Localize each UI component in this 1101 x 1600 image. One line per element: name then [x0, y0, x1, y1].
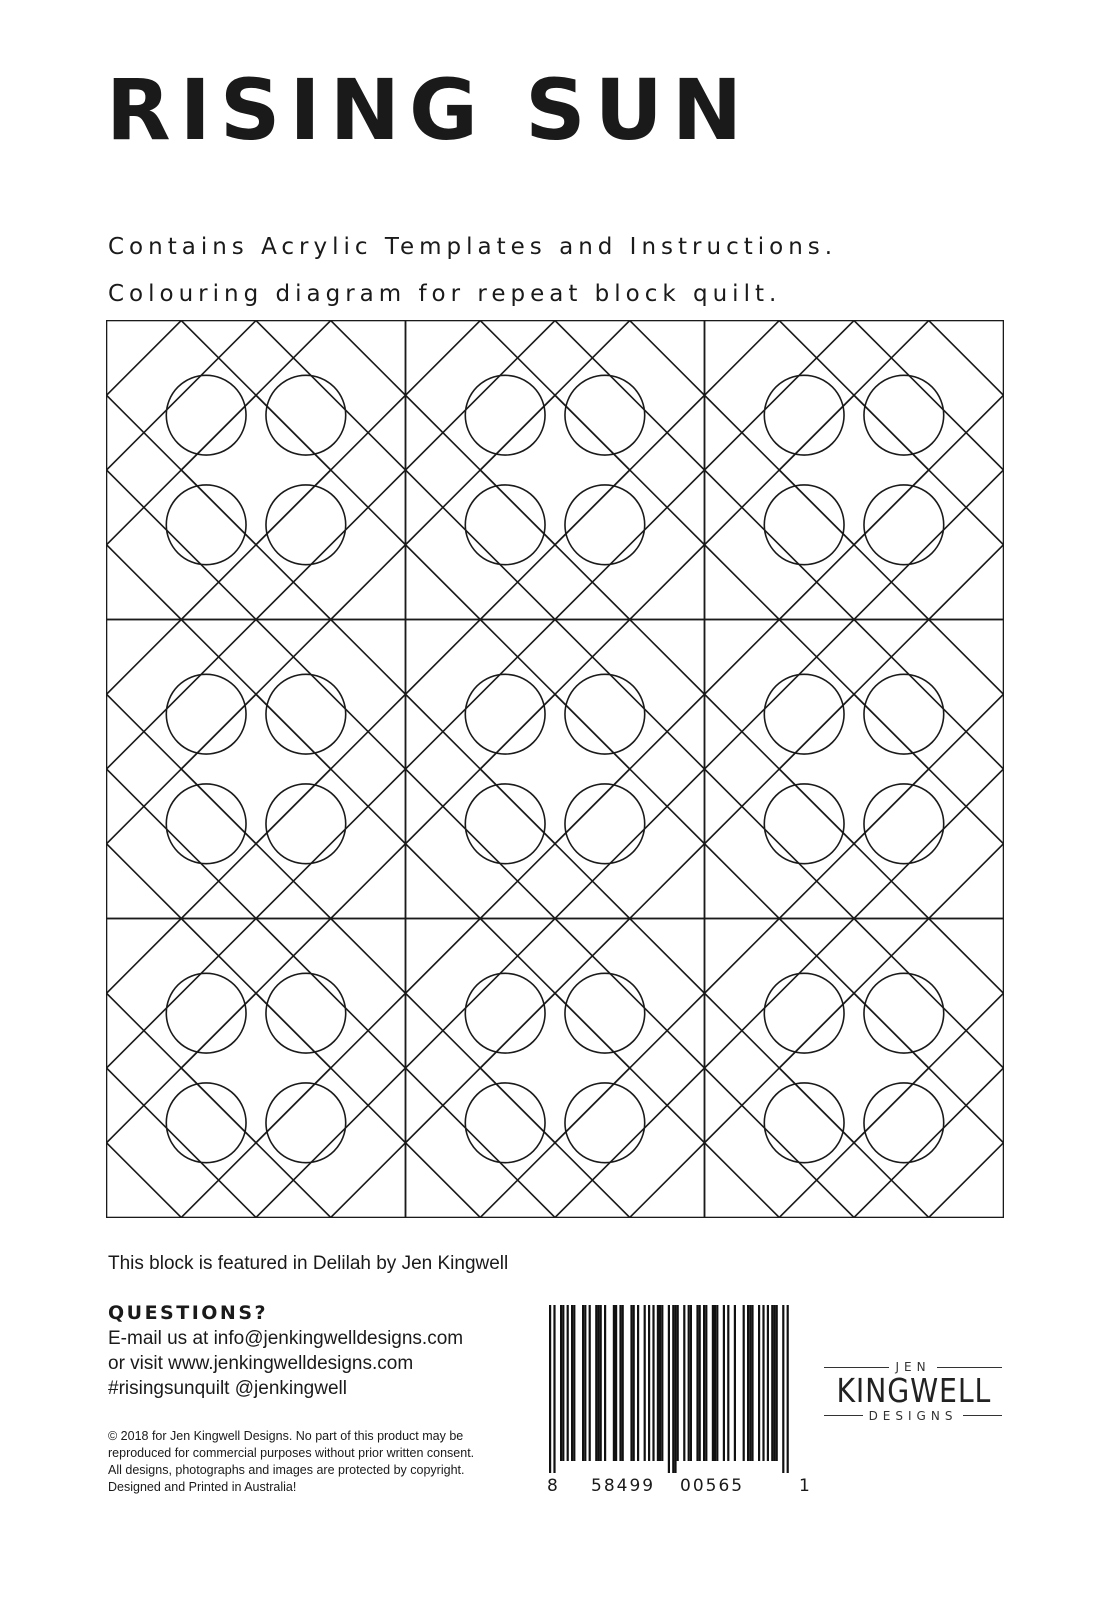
block-lattice-line: [331, 1143, 406, 1218]
barcode-bar: [584, 1305, 586, 1461]
block-sun-circle: [565, 784, 645, 864]
block-lattice-line: [107, 545, 182, 620]
barcode-bar: [661, 1305, 663, 1461]
block-lattice-line: [779, 321, 1003, 545]
block-sun-circle: [266, 485, 346, 565]
barcode-bar: [696, 1305, 698, 1461]
subtitle-contents: Contains Acrylic Templates and Instructions.: [108, 234, 838, 260]
block-sun-circle: [565, 485, 645, 565]
block-sun-circle: [166, 674, 246, 754]
barcode-bar: [723, 1305, 725, 1461]
block-inner-diamond: [181, 395, 331, 545]
barcode-bar: [749, 1305, 751, 1461]
block-lattice-line: [406, 620, 630, 844]
block-lattice-line: [929, 1143, 1004, 1218]
block-lattice-line: [406, 919, 481, 994]
logo-wordmark: KINGWELL: [836, 1371, 992, 1410]
block-lattice-line: [107, 321, 331, 545]
barcode-bar: [573, 1305, 575, 1461]
block-lattice-line: [480, 993, 704, 1217]
quilt-block: [107, 620, 406, 919]
barcode-bar: [567, 1305, 569, 1461]
barcode-bar: [677, 1305, 679, 1461]
block-sun-circle: [864, 973, 944, 1053]
block-outer-diamond: [705, 919, 1004, 1218]
block-sun-circle: [266, 674, 346, 754]
block-lattice-line: [630, 620, 705, 695]
logo-bottom-text: DESIGNS: [868, 1408, 958, 1423]
barcode-bar: [727, 1305, 729, 1461]
block-lattice-line: [107, 993, 331, 1217]
block-sun-circle: [465, 674, 545, 754]
block-lattice-line: [181, 694, 405, 918]
block-border: [705, 919, 1004, 1218]
block-lattice-line: [705, 919, 780, 994]
block-inner-diamond: [779, 694, 929, 844]
legal-line: reproduced for commercial purposes without prior written consent.: [108, 1445, 475, 1460]
barcode-bar: [560, 1305, 562, 1461]
block-lattice-line: [406, 993, 630, 1217]
barcode-bar: [604, 1305, 606, 1461]
barcode-bar: [672, 1305, 674, 1473]
block-sun-circle: [864, 1083, 944, 1163]
block-lattice-line: [331, 321, 406, 396]
block-lattice-line: [705, 844, 780, 919]
barcode-bar: [767, 1305, 769, 1461]
barcode-bar: [582, 1305, 584, 1461]
block-lattice-line: [929, 620, 1004, 695]
barcode-bar: [734, 1305, 736, 1461]
block-lattice-line: [705, 321, 780, 396]
block-sun-circle: [465, 973, 545, 1053]
brand-logo: [824, 1360, 1002, 1423]
barcode-bar: [553, 1305, 555, 1473]
quilt-block: [406, 620, 705, 919]
barcode-bar: [699, 1305, 701, 1461]
block-lattice-line: [406, 321, 481, 396]
barcode-bar: [705, 1305, 707, 1461]
block-inner-diamond: [480, 993, 630, 1143]
questions-heading: QUESTIONS?: [108, 1302, 269, 1324]
block-sun-circle: [166, 1083, 246, 1163]
block-lattice-line: [929, 545, 1004, 620]
block-lattice-line: [705, 1143, 780, 1218]
block-lattice-line: [107, 919, 182, 994]
barcode-bar: [688, 1305, 690, 1461]
block-lattice-line: [705, 321, 929, 545]
featured-note: This block is featured in Delilah by Jen Kingwell: [108, 1253, 509, 1274]
block-lattice-line: [107, 321, 182, 396]
barcode-bar: [683, 1305, 685, 1461]
block-lattice-line: [406, 919, 630, 1143]
barcode-bar: [549, 1305, 551, 1473]
quilt-colouring-diagram: [106, 320, 1004, 1218]
block-lattice-line: [181, 993, 405, 1217]
block-lattice-line: [779, 694, 1003, 918]
block-lattice-line: [181, 395, 405, 619]
quilt-block: [406, 321, 705, 620]
barcode-bar: [762, 1305, 764, 1461]
block-lattice-line: [331, 844, 406, 919]
block-lattice-line: [779, 919, 1003, 1143]
block-lattice-line: [705, 620, 929, 844]
subtitle-colouring: Colouring diagram for repeat block quilt.: [108, 281, 782, 307]
logo-bottom-line: [824, 1409, 1002, 1423]
block-lattice-line: [107, 694, 331, 918]
block-border: [406, 321, 705, 620]
block-lattice-line: [480, 620, 704, 844]
block-outer-diamond: [107, 321, 406, 620]
block-lattice-line: [705, 919, 929, 1143]
barcode-bar: [613, 1305, 615, 1461]
barcode-bar: [619, 1305, 621, 1461]
barcode-bar: [773, 1305, 775, 1461]
barcode-bar: [716, 1305, 718, 1461]
block-lattice-line: [705, 694, 929, 918]
block-sun-circle: [266, 973, 346, 1053]
block-border: [406, 919, 705, 1218]
copyright-notice: [108, 1428, 474, 1496]
block-lattice-line: [331, 545, 406, 620]
block-lattice-line: [107, 919, 331, 1143]
logo-top-text: JEN: [895, 1360, 931, 1374]
block-lattice-line: [331, 919, 406, 994]
block-sun-circle: [764, 1083, 844, 1163]
block-lattice-line: [929, 919, 1004, 994]
barcode-bar: [644, 1305, 646, 1461]
block-sun-circle: [764, 973, 844, 1053]
block-outer-diamond: [406, 620, 705, 919]
block-sun-circle: [764, 375, 844, 455]
block-sun-circle: [764, 485, 844, 565]
block-sun-circle: [565, 674, 645, 754]
block-sun-circle: [166, 973, 246, 1053]
block-lattice-line: [107, 395, 331, 619]
barcode-bar: [571, 1305, 573, 1461]
block-inner-diamond: [779, 395, 929, 545]
block-sun-circle: [266, 784, 346, 864]
quilt-block: [107, 919, 406, 1218]
block-lattice-line: [406, 321, 630, 545]
barcode-bar: [776, 1305, 778, 1461]
block-lattice-line: [779, 993, 1003, 1217]
page-title: RISING SUN: [106, 61, 752, 159]
barcode-bar: [595, 1305, 597, 1461]
block-lattice-line: [480, 395, 704, 619]
block-sun-circle: [166, 485, 246, 565]
block-inner-diamond: [181, 993, 331, 1143]
barcode-bar: [714, 1305, 716, 1461]
block-border: [705, 321, 1004, 620]
legal-line: Designed and Printed in Australia!: [108, 1479, 297, 1494]
barcode-bar: [562, 1305, 564, 1461]
block-sun-circle: [864, 375, 944, 455]
block-lattice-line: [406, 844, 481, 919]
block-sun-circle: [166, 375, 246, 455]
block-sun-circle: [565, 1083, 645, 1163]
quilt-block: [705, 321, 1004, 620]
block-lattice-line: [181, 620, 405, 844]
barcode-bar: [771, 1305, 773, 1461]
barcode-bar: [637, 1305, 639, 1461]
block-sun-circle: [266, 1083, 346, 1163]
barcode-bar: [668, 1305, 670, 1473]
block-sun-circle: [166, 784, 246, 864]
block-inner-diamond: [480, 694, 630, 844]
block-sun-circle: [465, 1083, 545, 1163]
contact-email[interactable]: E-mail us at info@jenkingwelldesigns.com: [108, 1328, 464, 1349]
quilt-block: [705, 620, 1004, 919]
barcode-bar: [712, 1305, 714, 1461]
barcode-last-digit: 1: [799, 1476, 812, 1496]
barcode-bar: [674, 1305, 676, 1473]
barcode-bar: [703, 1305, 705, 1461]
block-inner-diamond: [181, 694, 331, 844]
quilt-block: [406, 919, 705, 1218]
barcode-bar: [615, 1305, 617, 1461]
barcode-bar: [657, 1305, 659, 1461]
block-lattice-line: [107, 620, 331, 844]
block-sun-circle: [764, 674, 844, 754]
block-lattice-line: [929, 321, 1004, 396]
barcode-bar: [600, 1305, 602, 1461]
block-border: [107, 919, 406, 1218]
barcode-right-digits: 00565: [680, 1476, 745, 1496]
block-lattice-line: [779, 620, 1003, 844]
quilt-block: [705, 919, 1004, 1218]
contact-website[interactable]: or visit www.jenkingwelldesigns.com: [108, 1353, 414, 1374]
barcode-bar: [751, 1305, 753, 1461]
barcode-bar: [597, 1305, 599, 1461]
block-lattice-line: [406, 694, 630, 918]
block-lattice-line: [779, 395, 1003, 619]
block-lattice-line: [630, 545, 705, 620]
barcode-bar: [652, 1305, 654, 1461]
block-sun-circle: [266, 375, 346, 455]
block-lattice-line: [107, 1143, 182, 1218]
barcode-first-digit: 8: [547, 1476, 560, 1496]
block-lattice-line: [480, 321, 704, 545]
barcode-bar: [630, 1305, 632, 1461]
block-border: [107, 620, 406, 919]
block-outer-diamond: [107, 919, 406, 1218]
block-lattice-line: [406, 545, 481, 620]
barcode-bar: [633, 1305, 635, 1461]
block-outer-diamond: [406, 919, 705, 1218]
barcode-bar: [690, 1305, 692, 1461]
barcode-bar: [747, 1305, 749, 1461]
block-lattice-line: [107, 620, 182, 695]
block-outer-diamond: [705, 321, 1004, 620]
block-inner-diamond: [480, 395, 630, 545]
block-lattice-line: [406, 395, 630, 619]
barcode: [545, 1305, 800, 1475]
block-lattice-line: [705, 620, 780, 695]
block-lattice-line: [406, 1143, 481, 1218]
block-lattice-line: [107, 844, 182, 919]
barcode-bar: [743, 1305, 745, 1461]
barcode-bar: [622, 1305, 624, 1461]
block-lattice-line: [630, 321, 705, 396]
block-border: [107, 321, 406, 620]
barcode-bar: [659, 1305, 661, 1461]
barcode-bar: [589, 1305, 591, 1461]
block-outer-diamond: [107, 620, 406, 919]
block-lattice-line: [705, 395, 929, 619]
block-sun-circle: [565, 973, 645, 1053]
block-outer-diamond: [705, 620, 1004, 919]
block-lattice-line: [181, 321, 405, 545]
legal-line: © 2018 for Jen Kingwell Designs. No part of this product may be: [108, 1429, 464, 1443]
barcode-left-digits: 58499: [591, 1476, 656, 1496]
block-lattice-line: [630, 1143, 705, 1218]
block-sun-circle: [565, 375, 645, 455]
block-sun-circle: [764, 784, 844, 864]
block-lattice-line: [406, 620, 481, 695]
barcode-bar: [758, 1305, 760, 1461]
barcode-bar: [787, 1305, 789, 1473]
barcode-bar: [648, 1305, 650, 1461]
block-lattice-line: [480, 919, 704, 1143]
block-lattice-line: [705, 545, 780, 620]
block-lattice-line: [630, 844, 705, 919]
block-sun-circle: [864, 485, 944, 565]
legal-line: All designs, photographs and images are protected by copyright.: [108, 1462, 465, 1477]
block-inner-diamond: [779, 993, 929, 1143]
block-border: [705, 620, 1004, 919]
block-lattice-line: [929, 844, 1004, 919]
block-sun-circle: [864, 674, 944, 754]
block-lattice-line: [630, 919, 705, 994]
block-sun-circle: [864, 784, 944, 864]
block-lattice-line: [181, 919, 405, 1143]
block-sun-circle: [465, 485, 545, 565]
block-border: [406, 620, 705, 919]
block-lattice-line: [480, 694, 704, 918]
block-lattice-line: [705, 993, 929, 1217]
quilt-block: [107, 321, 406, 620]
barcode-bar: [782, 1305, 784, 1473]
contact-social: #risingsunquilt @jenkingwell: [108, 1378, 347, 1399]
block-sun-circle: [465, 375, 545, 455]
block-sun-circle: [465, 784, 545, 864]
block-lattice-line: [331, 620, 406, 695]
block-outer-diamond: [406, 321, 705, 620]
